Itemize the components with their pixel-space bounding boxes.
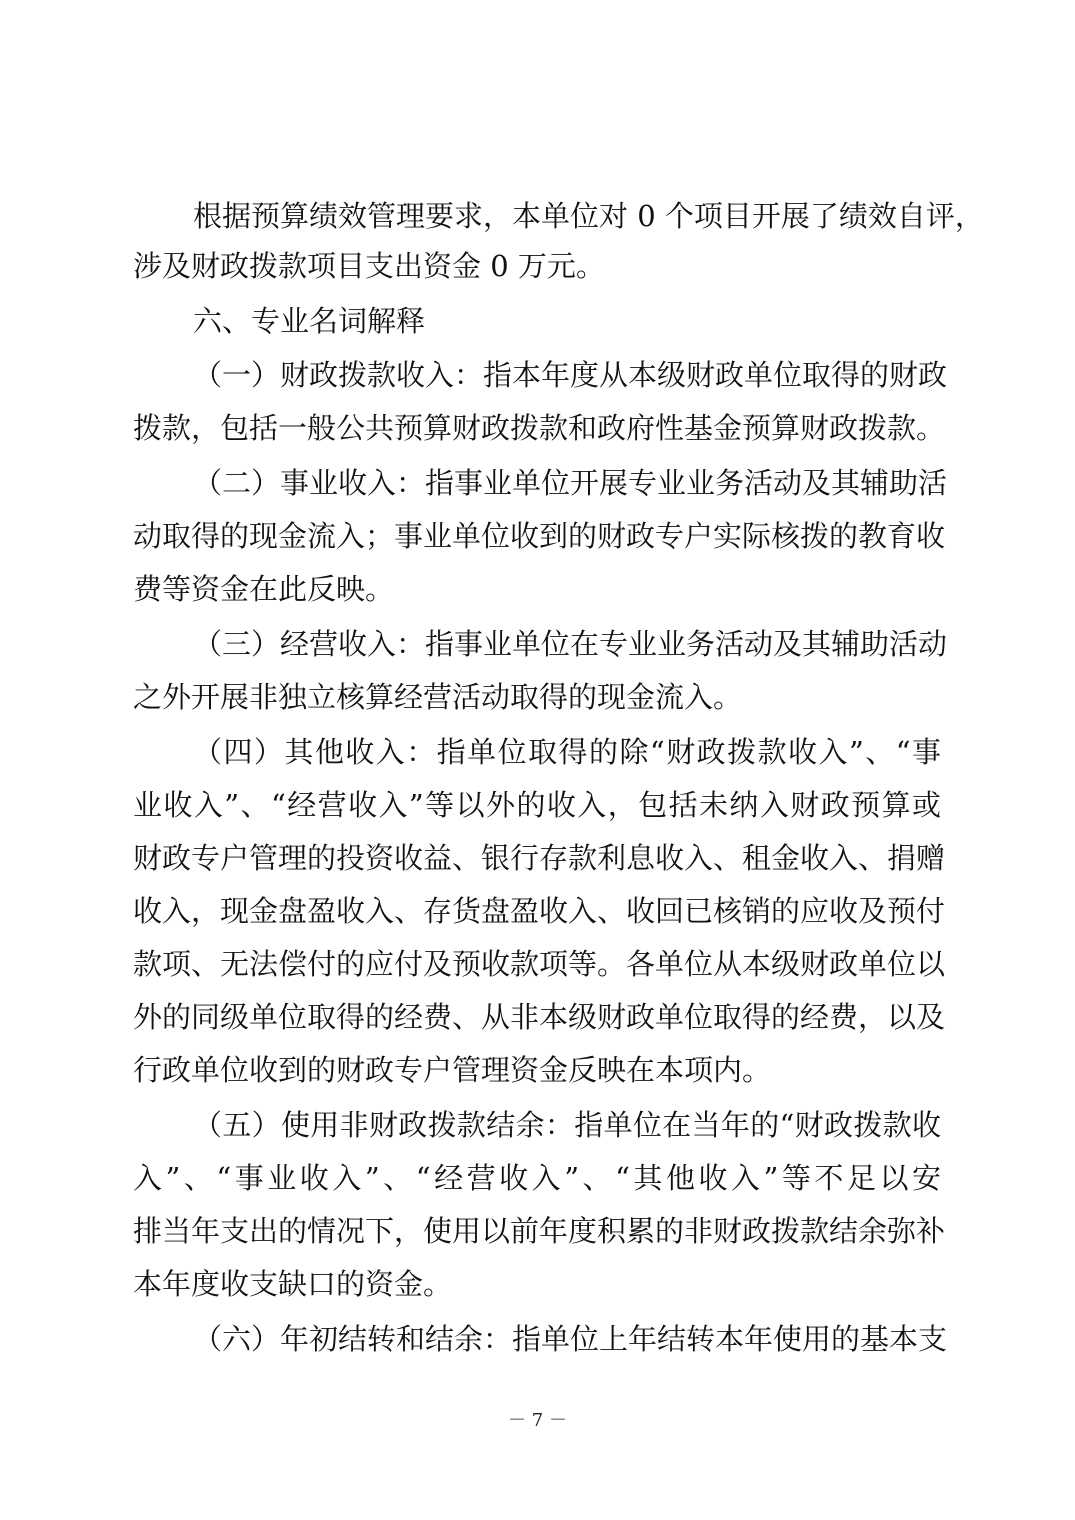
definition-term: （一）财政拨款收入 — [193, 358, 455, 392]
definition-text: 入”、“事业收入”、“经营收入”、“其他收入”等不足以安 — [133, 1161, 941, 1195]
definition-line-text — [193, 349, 948, 401]
definition-first-line — [0, 349, 1075, 401]
definition-text: 本年度收支缺口的资金。 — [133, 1267, 453, 1301]
definition-text: ：指单位上年结转本年使用的基本支 — [483, 1322, 948, 1356]
definition-line — [0, 1205, 1075, 1257]
definition-text: 之外开展非独立核算经营活动取得的现金流入。 — [133, 680, 743, 714]
definition-text: 款项、无法偿付的应付及预收款项等。各单位从本级财政单位以 — [133, 947, 946, 981]
definition-text: ：指事业单位在专业业务活动及其辅助活动 — [396, 627, 948, 661]
definition-line — [0, 885, 1075, 937]
definition-line — [0, 402, 1075, 454]
definition-line-text — [193, 1313, 948, 1365]
paragraph-line — [0, 240, 1075, 292]
page-number: － 7 － — [508, 1410, 567, 1431]
definition-line — [0, 991, 1075, 1043]
definition-first-line — [0, 457, 1075, 509]
paragraph-text: 涉及财政拨款项目支出资金 0 万元。 — [133, 249, 605, 283]
definition-term: （三）经营收入 — [193, 627, 397, 661]
definition-text: 拨款，包括一般公共预算财政拨款和政府性基金预算财政拨款。 — [133, 411, 946, 445]
definition-text: 业收入”、“经营收入”等以外的收入，包括未纳入财政预算或 — [133, 788, 941, 822]
definition-text: 排当年支出的情况下，使用以前年度积累的非财政拨款结余弥补 — [133, 1214, 946, 1248]
definition-text: ：指单位在当年的“财政拨款收 — [544, 1108, 941, 1142]
definition-text: 动取得的现金流入；事业单位收到的财政专户实际核拨的教育收 — [133, 519, 946, 553]
definition-text: 行政单位收到的财政专户管理资金反映在本项内。 — [133, 1053, 772, 1087]
definition-line — [0, 832, 1075, 884]
definition-line-text — [193, 1099, 941, 1151]
definition-first-line — [0, 1313, 1075, 1365]
definition-text: ：指本年度从本级财政单位取得的财政 — [454, 358, 948, 392]
definition-line — [0, 1152, 1075, 1204]
definition-text: 费等资金在此反映。 — [133, 572, 395, 606]
definition-first-line — [0, 1099, 1075, 1151]
definition-term: （二）事业收入 — [193, 466, 397, 500]
definition-line-text — [193, 726, 941, 778]
definition-line — [0, 671, 1075, 723]
definition-line — [0, 779, 1075, 831]
section-heading-text: 六、专业名词解释 — [193, 304, 426, 338]
definition-line — [0, 510, 1075, 562]
definition-line — [0, 1258, 1075, 1310]
definition-text: ：指事业单位开展专业业务活动及其辅助活 — [396, 466, 948, 500]
definition-text: 收入，现金盘盈收入、存货盘盈收入、收回已核销的应收及预付 — [133, 894, 946, 928]
definition-text: 外的同级单位取得的经费、从非本级财政单位取得的经费，以及 — [133, 1000, 946, 1034]
paragraph-text: 根据预算绩效管理要求，本单位对 0 个项目开展了绩效自评， — [193, 199, 984, 233]
definition-first-line — [0, 618, 1075, 670]
definition-line — [0, 938, 1075, 990]
definition-term: （五）使用非财政拨款结余 — [193, 1108, 545, 1142]
definition-text: ：指单位取得的除“财政拨款收入”、“事 — [406, 735, 941, 769]
definition-term: （六）年初结转和结余 — [193, 1322, 484, 1356]
definition-first-line — [0, 726, 1075, 778]
definition-line — [0, 563, 1075, 615]
definition-text: 财政专户管理的投资收益、银行存款利息收入、租金收入、捐赠 — [133, 841, 946, 875]
section-heading — [0, 295, 1075, 347]
definition-line — [0, 1044, 1075, 1096]
definition-line-text — [193, 457, 948, 509]
definition-line-text — [193, 618, 948, 670]
paragraph-line — [0, 190, 1075, 242]
definition-term: （四）其他收入 — [193, 735, 407, 769]
